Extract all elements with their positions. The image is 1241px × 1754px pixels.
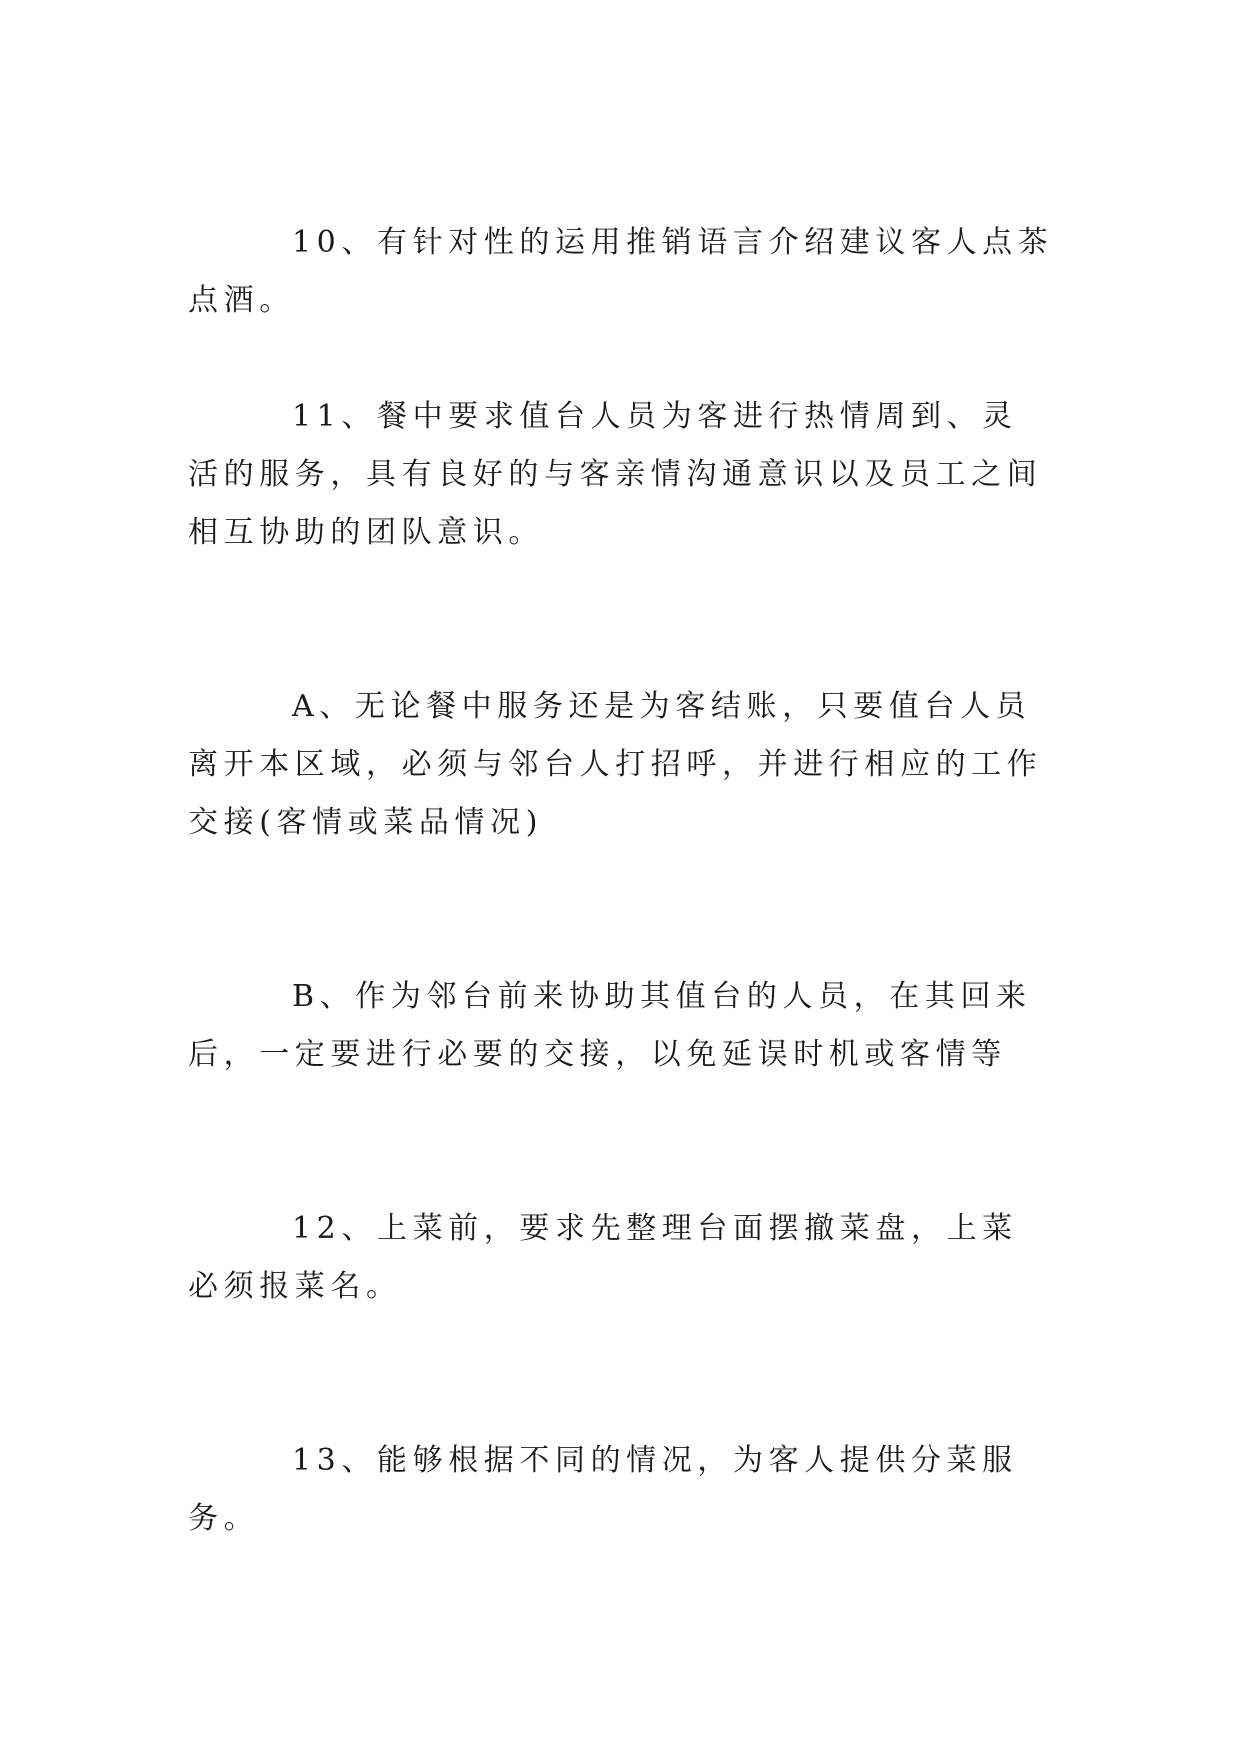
- paragraph-sub-a: A、无论餐中服务还是为客结账，只要值台人员离开本区域，必须与邻台人打招呼，并进行相应的工作交接(客情或菜品情况): [188, 689, 1043, 840]
- paragraph-item-12: 12、上菜前，要求先整理台面摆撤菜盘，上菜必须报菜名。: [188, 1211, 1018, 1304]
- paragraph-item-11: 11、餐中要求值台人员为客进行热情周到、灵活的服务，具有良好的与客亲情沟通意识以及员工之间相互协助的团队意识。: [188, 399, 1043, 550]
- paragraph-sub-b: B、作为邻台前来协助其值台的人员，在其回来后，一定要进行必要的交接，以免延误时机或客情等: [188, 979, 1032, 1072]
- paragraph-item-10: 10、有针对性的运用推销语言介绍建议客人点茶点酒。: [188, 225, 1054, 318]
- paragraph-item-13: 13、能够根据不同的情况，为客人提供分菜服务。: [188, 1443, 1018, 1536]
